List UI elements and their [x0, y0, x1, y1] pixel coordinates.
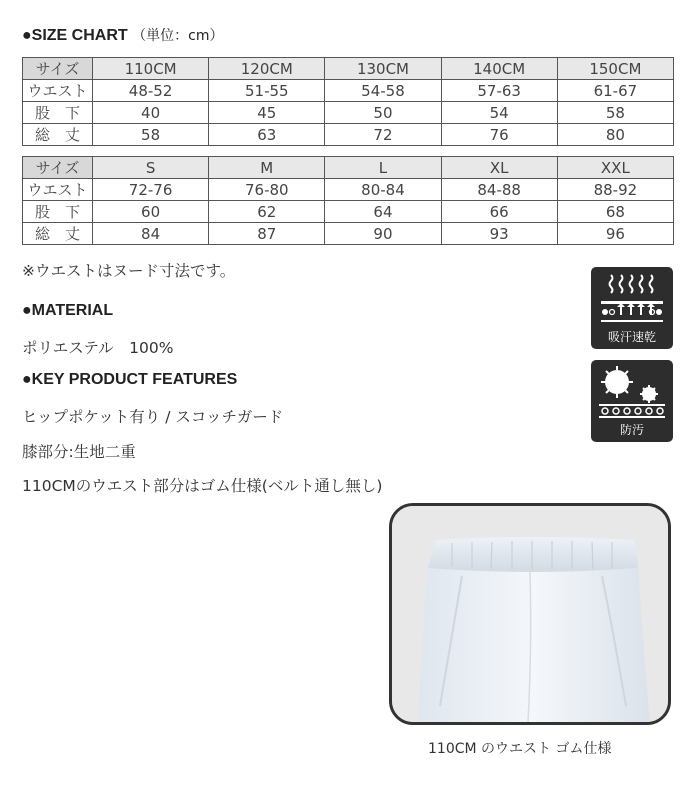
sweat-badge-label: 吸汗速乾 [607, 330, 656, 344]
table-cell: 62 [209, 201, 325, 223]
table-cell: 87 [209, 223, 325, 245]
table-cell: 93 [441, 223, 557, 245]
table-cell: 63 [209, 124, 325, 146]
material-heading: ●MATERIAL [22, 302, 114, 319]
size-chart-title: ●SIZE CHART [22, 27, 128, 44]
material-text: ポリエステル 100% [22, 339, 174, 357]
table-cell: 84 [93, 223, 209, 245]
feature-item: ヒップポケット有り / スコッチガード [22, 408, 284, 426]
table-row-label: ウエスト [23, 80, 93, 102]
table-row-label: 股 下 [23, 102, 93, 124]
table-cell: 40 [93, 102, 209, 124]
table-row [23, 179, 674, 201]
table-header-cell: 150CM [557, 58, 673, 80]
table-header-cell: L [325, 157, 441, 179]
shorts-waistband-image [392, 506, 668, 722]
table-header-cell: 110CM [93, 58, 209, 80]
size-chart-unit: （単位：cm） [132, 28, 224, 44]
table-cell: 61-67 [557, 80, 673, 102]
size-chart-heading [22, 25, 223, 45]
table-header-cell: S [93, 157, 209, 179]
size-table-kids [22, 57, 674, 146]
table-row-label: 総 丈 [23, 223, 93, 245]
table-row-label: 股 下 [23, 201, 93, 223]
table-row [23, 223, 674, 245]
table-cell: 68 [557, 201, 673, 223]
table-cell: 45 [209, 102, 325, 124]
table-header-cell: 140CM [441, 58, 557, 80]
size-note: ※ウエストはヌード寸法です。 [22, 262, 236, 280]
table-header-cell: サイズ [23, 157, 93, 179]
table-cell: 90 [325, 223, 441, 245]
table-row-label: ウエスト [23, 179, 93, 201]
size-table-adult [22, 156, 674, 245]
table-cell: 54-58 [325, 80, 441, 102]
photo-caption: 110CM のウエスト ゴム仕様 [428, 741, 612, 757]
table-header-cell: 120CM [209, 58, 325, 80]
table-cell: 58 [557, 102, 673, 124]
waistband-photo [389, 503, 671, 725]
table-cell: 64 [325, 201, 441, 223]
table-cell: 80-84 [325, 179, 441, 201]
table-cell: 76 [441, 124, 557, 146]
table-cell: 50 [325, 102, 441, 124]
table-cell: 66 [441, 201, 557, 223]
table-header-cell: 130CM [325, 58, 441, 80]
feature-item: 膝部分:生地二重 [22, 443, 136, 461]
table-header-cell: XXL [557, 157, 673, 179]
feature-item: 110CMのウエスト部分はゴム仕様(ベルト通し無し) [22, 477, 383, 495]
table-row [23, 102, 674, 124]
stain-resistant-badge [591, 360, 673, 442]
table-header-row [23, 58, 674, 80]
table-cell: 96 [557, 223, 673, 245]
table-row [23, 80, 674, 102]
table-cell: 88-92 [557, 179, 673, 201]
table-cell: 58 [93, 124, 209, 146]
table-header-cell: M [209, 157, 325, 179]
table-cell: 57-63 [441, 80, 557, 102]
table-row [23, 201, 674, 223]
table-cell: 54 [441, 102, 557, 124]
table-cell: 60 [93, 201, 209, 223]
stain-badge-label: 防汚 [619, 423, 644, 437]
table-cell: 80 [557, 124, 673, 146]
table-cell: 76-80 [209, 179, 325, 201]
table-header-cell: サイズ [23, 58, 93, 80]
table-row [23, 124, 674, 146]
table-cell: 48-52 [93, 80, 209, 102]
table-cell: 84-88 [441, 179, 557, 201]
table-cell: 51-55 [209, 80, 325, 102]
table-header-cell: XL [441, 157, 557, 179]
table-cell: 72-76 [93, 179, 209, 201]
table-row-label: 総 丈 [23, 124, 93, 146]
table-cell: 72 [325, 124, 441, 146]
features-heading: ●KEY PRODUCT FEATURES [22, 371, 238, 388]
sweat-quick-dry-badge [591, 267, 673, 349]
table-header-row [23, 157, 674, 179]
